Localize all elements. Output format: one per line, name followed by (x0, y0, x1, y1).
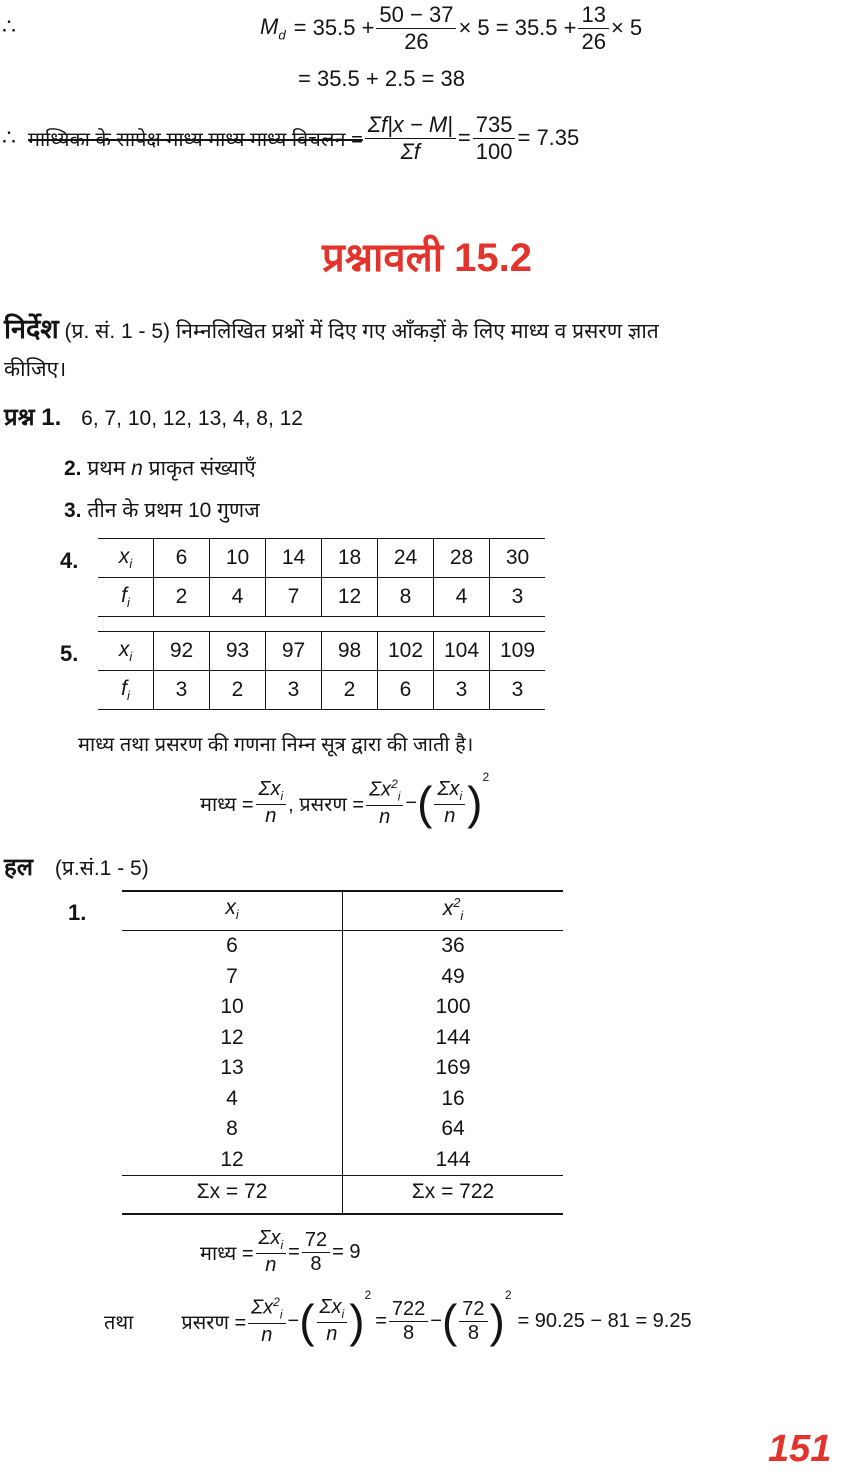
col2-header: $x^2_i$ (442, 896, 464, 924)
median-label: $M_d$ (260, 13, 286, 43)
q4-f-cell: 4 (434, 578, 490, 617)
solution-var-label: प्रसरण = (181, 1311, 247, 1334)
xi2-value: 64 (441, 1117, 465, 1140)
formula-mean-label: माध्य = (200, 793, 254, 816)
solution-mean-label: माध्य = (200, 1242, 254, 1265)
solution-mean-equation (200, 1222, 360, 1282)
q4-f-cell: 12 (322, 578, 378, 617)
solution-label: हल (4, 854, 34, 881)
eq1-part-a: = 35.5 + (293, 15, 375, 40)
mad-result: = 7.35 (517, 125, 580, 150)
col2-values (343, 934, 563, 1178)
therefore-symbol: ∴ (2, 14, 16, 39)
mad-equals: = (457, 125, 471, 150)
formula-minus: − (405, 791, 418, 814)
xi-value: 8 (226, 1117, 238, 1140)
q5-row-f-label: $f_i$ (98, 671, 154, 710)
right-paren: ) (349, 1295, 365, 1347)
sum-xi: Σx = 72 (196, 1180, 268, 1203)
xi2-value: 36 (441, 934, 465, 957)
xi-value: 7 (226, 964, 238, 988)
formula-intro: माध्य तथा प्रसरण की गणना निम्न सूत्र द्वारा की जाती है। (78, 734, 474, 756)
q5-x-cell: 98 (322, 632, 378, 671)
q5-x-cell: 93 (210, 632, 266, 671)
col1-values (122, 934, 342, 1178)
solution-range: (प्र.सं.1 - 5) (54, 857, 149, 880)
xi2-value: 100 (435, 995, 471, 1018)
q4-x-cell: 6 (154, 539, 210, 578)
instructions-text: (प्र. सं. 1 - 5) निम्नलिखित प्रश्नों में दिए गए आँकड़ों के लिए माध्य व प्रसरण ज्ञात (64, 320, 659, 343)
question-1 (4, 400, 303, 433)
q4-x-cell: 30 (490, 539, 546, 578)
q3-text: तीन के प्रथम 10 गुणज (87, 499, 260, 522)
q4-x-cell: 10 (210, 539, 266, 578)
q4-x-cell: 14 (266, 539, 322, 578)
xi2-value: 144 (435, 1147, 471, 1171)
median-equation-2: = 35.5 + 2.5 = 38 (298, 66, 465, 91)
xi-value: 10 (220, 995, 244, 1018)
solution-paren-fraction: $\frac{\Sigma x_i}{n}$ (317, 1297, 348, 1345)
solution-var-equation: तथा प्रसरण = $\frac{\Sigma x^2_i}{n}$ − ( $\frac{\Sigma x_i}{n}$ ) $^2$ = $\frac{722}{8}$ − ( $\frac{72}{8}$ ) $^2$ = 90.25 − 81 = 9.25 (104, 1288, 692, 1347)
q5-f-cell: 6 (378, 671, 434, 710)
solution-mean-result: = 9 (332, 1240, 361, 1263)
xi-value: 4 (226, 1086, 238, 1110)
q2-number: 2. (64, 457, 82, 480)
solution-var-eq: = (375, 1309, 387, 1332)
right-paren: ) (467, 777, 483, 829)
q5-f-cell: 3 (434, 671, 490, 710)
q5-x-cell: 102 (378, 632, 434, 671)
mad-label: माध्यिका के सापेक्ष माध्य माध्य माध्य विचलन = (28, 128, 363, 151)
exercise-title: प्रश्नावली 15.2 (321, 236, 533, 280)
therefore-symbol-2: ∴ (2, 125, 16, 150)
mad-fraction-2: $\frac{735}{100}$ (473, 113, 516, 162)
mean-deviation-equation (2, 108, 579, 168)
left-paren: ( (441, 1295, 458, 1347)
q5-f-cell: 3 (266, 671, 322, 710)
q5-f-cell: 2 (322, 671, 378, 710)
q5-f-cell: 3 (154, 671, 210, 710)
xi-value: 12 (220, 1147, 244, 1171)
solution-minus-2: − (430, 1309, 442, 1332)
q4-x-cell: 24 (378, 539, 434, 578)
q4-f-cell: 7 (266, 578, 322, 617)
solution-paren-fraction-2: $\frac{72}{8}$ (459, 1299, 487, 1344)
xi2-value: 169 (435, 1056, 471, 1079)
q1-text: 6, 7, 10, 12, 13, 4, 8, 12 (81, 407, 303, 430)
q5-x-cell: 92 (154, 632, 210, 671)
instructions-text-2: कीजिए। (4, 358, 67, 381)
q5-number: 5. (60, 641, 79, 666)
instructions-label: निर्देश (4, 314, 59, 344)
formula-mean-fraction: $\frac{\Sigma x_i}{n}$ (256, 779, 287, 827)
xi-value: 13 (220, 1056, 244, 1079)
question-2 (64, 454, 256, 482)
solution-mean-eq: = (288, 1240, 300, 1263)
question-3 (64, 496, 260, 524)
q4-f-cell: 2 (154, 578, 210, 617)
solution-var-fraction: $\frac{\Sigma x^2_i}{n}$ (248, 1296, 285, 1345)
solution-minus: − (287, 1309, 300, 1332)
q4-x-cell: 18 (322, 539, 378, 578)
q5-x-cell: 104 (434, 632, 490, 671)
xi2-value: 49 (441, 964, 465, 988)
q4-f-cell: 4 (210, 578, 266, 617)
eq1-fraction-2: $\frac{13}{26}$ (578, 3, 608, 52)
q4-table (98, 538, 545, 617)
solution-header (4, 850, 149, 883)
q4-number: 4. (60, 548, 79, 573)
q2-text-b: प्राकृत संख्याएँ (148, 457, 256, 480)
q5-row-x-label: $x_i$ (98, 632, 154, 671)
q5-x-cell: 97 (266, 632, 322, 671)
formula-equation: माध्य = $\frac{\Sigma x_i}{n}$ , प्रसरण = $\frac{\Sigma x^2_i}{n}$ − ( $\frac{\Sigma x_i}{n}$ ) $^2$ (200, 770, 490, 829)
left-paren: ( (299, 1295, 315, 1347)
q5-f-cell: 3 (490, 671, 546, 710)
q4-f-cell: 3 (490, 578, 546, 617)
sum-xi2: Σx = 722 (411, 1180, 495, 1203)
xi-value: 6 (226, 934, 238, 957)
q4-f-cell: 8 (378, 578, 434, 617)
formula-paren-fraction: $\frac{\Sigma x_i}{n}$ (434, 779, 465, 827)
q5-x-cell: 109 (490, 632, 546, 671)
solution-mean-fraction: $\frac{\Sigma x_i}{n}$ (256, 1228, 287, 1276)
solution-tatha: तथा (104, 1311, 134, 1334)
q4-row-x-label: $x_i$ (98, 539, 154, 578)
q5-table (98, 631, 545, 710)
formula-var-label: , प्रसरण = (288, 793, 365, 816)
s1-number: 1. (68, 900, 87, 925)
mad-fraction: $\frac{\Sigma f|x - M|}{\Sigma f}$ (365, 113, 456, 162)
xi2-value: 16 (441, 1086, 465, 1110)
q4-x-cell: 28 (434, 539, 490, 578)
table-bottom-rule (122, 1213, 563, 1215)
xi-value: 12 (220, 1025, 244, 1049)
right-paren: ) (489, 1295, 505, 1347)
solution-var-result: = 90.25 − 81 = 9.25 (517, 1309, 692, 1332)
median-equation-1 (260, 0, 642, 56)
eq1-part-c: × 5 (610, 15, 643, 40)
solution-var-fraction-2: $\frac{722}{8}$ (389, 1299, 428, 1344)
eq1-part-b: × 5 = 35.5 + (458, 15, 577, 40)
eq1-fraction-1: $\frac{50 - 37}{26}$ (376, 3, 456, 52)
instructions (4, 310, 854, 389)
formula-var-fraction: $\frac{\Sigma x^2_i}{n}$ (366, 778, 403, 827)
q3-number: 3. (64, 499, 82, 522)
col1-header: $x_i$ (225, 896, 239, 923)
left-paren: ( (417, 777, 433, 829)
q1-label: प्रश्न 1. (4, 404, 62, 431)
q2-text-a: प्रथम (87, 457, 126, 480)
page-number: 151 (768, 1428, 832, 1470)
xi2-value: 144 (435, 1025, 471, 1049)
q4-row-f-label: $f_i$ (98, 578, 154, 617)
q5-f-cell: 2 (210, 671, 266, 710)
solution-mean-fraction-2: $\frac{72}{8}$ (302, 1230, 330, 1275)
q2-text-n: n (131, 457, 143, 480)
